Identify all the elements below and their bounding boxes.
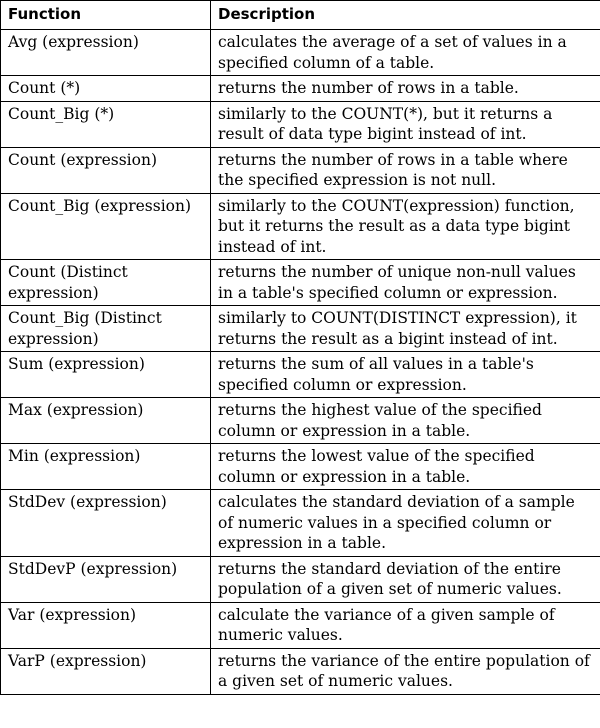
function-name: Count_Big (expression) [1, 193, 211, 260]
table-row [1, 556, 600, 602]
function-name: Var (expression) [1, 602, 211, 648]
header-description: Description [211, 1, 600, 30]
function-description: returns the number of rows in a table where the specified expression is not null. [211, 147, 600, 193]
function-description: calculates the average of a set of values in a specified column of a table. [211, 30, 600, 76]
table-row [1, 193, 600, 260]
function-name: Count (*) [1, 76, 211, 102]
table-row [1, 398, 600, 444]
table-row [1, 306, 600, 352]
function-name: Min (expression) [1, 444, 211, 490]
function-name: Count_Big (Distinct expression) [1, 306, 211, 352]
function-name: Count_Big (*) [1, 101, 211, 147]
function-description: returns the variance of the entire population of a given set of numeric values. [211, 648, 600, 694]
function-description: returns the highest value of the specified column or expression in a table. [211, 398, 600, 444]
function-name: Max (expression) [1, 398, 211, 444]
table-row [1, 30, 600, 76]
table-row [1, 147, 600, 193]
table-row [1, 260, 600, 306]
function-description: returns the sum of all values in a table's specified column or expression. [211, 352, 600, 398]
header-row [1, 1, 600, 30]
function-description: returns the number of unique non-null values in a table's specified column or expression. [211, 260, 600, 306]
table-row [1, 490, 600, 557]
function-name: StdDev (expression) [1, 490, 211, 557]
function-name: Count (Distinct expression) [1, 260, 211, 306]
table-header [1, 1, 600, 30]
function-description: returns the standard deviation of the entire population of a given set of numeric values. [211, 556, 600, 602]
function-description: similarly to the COUNT(expression) function, but it returns the result as a data type bigint instead of int. [211, 193, 600, 260]
function-description: returns the lowest value of the specified column or expression in a table. [211, 444, 600, 490]
table-row [1, 602, 600, 648]
table-row [1, 76, 600, 102]
function-name: VarP (expression) [1, 648, 211, 694]
function-name: Avg (expression) [1, 30, 211, 76]
table-row [1, 444, 600, 490]
function-description: calculates the standard deviation of a sample of numeric values in a specified column or expression in a table. [211, 490, 600, 557]
function-description: returns the number of rows in a table. [211, 76, 600, 102]
table-body [1, 30, 600, 695]
function-description: calculate the variance of a given sample of numeric values. [211, 602, 600, 648]
function-name: StdDevP (expression) [1, 556, 211, 602]
header-function: Function [1, 1, 211, 30]
function-description: similarly to the COUNT(*), but it returns a result of data type bigint instead of int. [211, 101, 600, 147]
function-name: Count (expression) [1, 147, 211, 193]
function-description: similarly to COUNT(DISTINCT expression), it returns the result as a bigint instead of int. [211, 306, 600, 352]
table-row [1, 648, 600, 694]
table-row [1, 101, 600, 147]
table-row [1, 352, 600, 398]
function-name: Sum (expression) [1, 352, 211, 398]
